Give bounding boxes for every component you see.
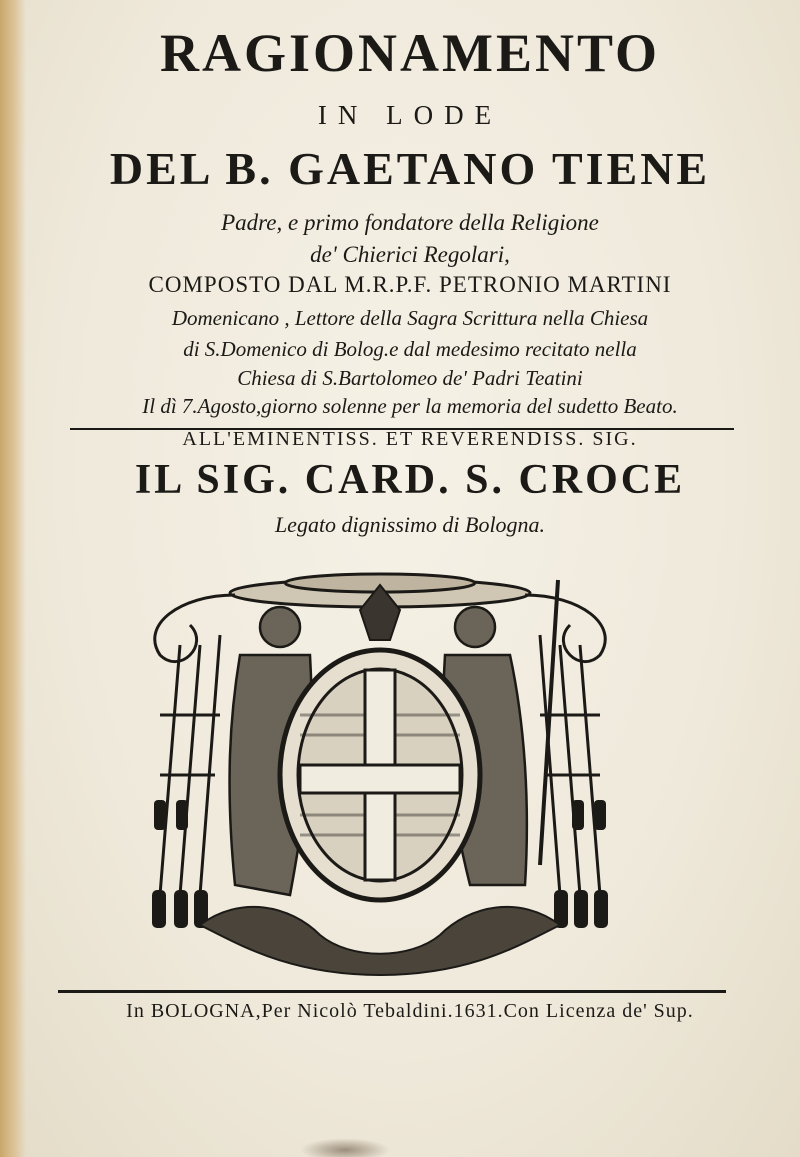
author-line: COMPOSTO DAL M.R.P.F. PETRONIO MARTINI	[148, 272, 672, 297]
page-shadow	[300, 1138, 390, 1157]
book-subtitle: IN LODE	[317, 100, 503, 130]
book-title: RAGIONAMENTO	[159, 23, 661, 83]
page-edge	[0, 0, 26, 1157]
book-subject: DEL B. GAETANO TIENE	[109, 143, 711, 194]
dedication-line-1: ALL'EMINENTISS. ET REVERENDISS. SIG.	[182, 428, 638, 450]
cardinal-coat-of-arms-icon	[140, 565, 620, 985]
description-line-1: Padre, e primo fondatore della Religione	[221, 210, 599, 235]
author-line-2: Domenicano , Lettore della Sagra Scrittura nella Chiesa	[171, 306, 649, 330]
author-line-3: di S.Domenico di Bolog.e dal medesimo recitato nella	[183, 337, 637, 361]
dedication-line-3: Legato dignissimo di Bologna.	[274, 512, 546, 537]
author-line-4: Chiesa di S.Bartolomeo de' Padri Teatini	[237, 366, 583, 390]
description-line-2: de' Chierici Regolari,	[310, 242, 510, 267]
date-line: Il dì 7.Agosto,giorno solenne per la memoria del sudetto Beato.	[142, 394, 678, 418]
dedication-line-2: IL SIG. CARD. S. CROCE	[134, 457, 686, 503]
imprint-rule	[58, 990, 726, 993]
imprint-line: In BOLOGNA,Per Nicolò Tebaldini.1631.Con Licenza de' Sup.	[126, 1000, 694, 1022]
